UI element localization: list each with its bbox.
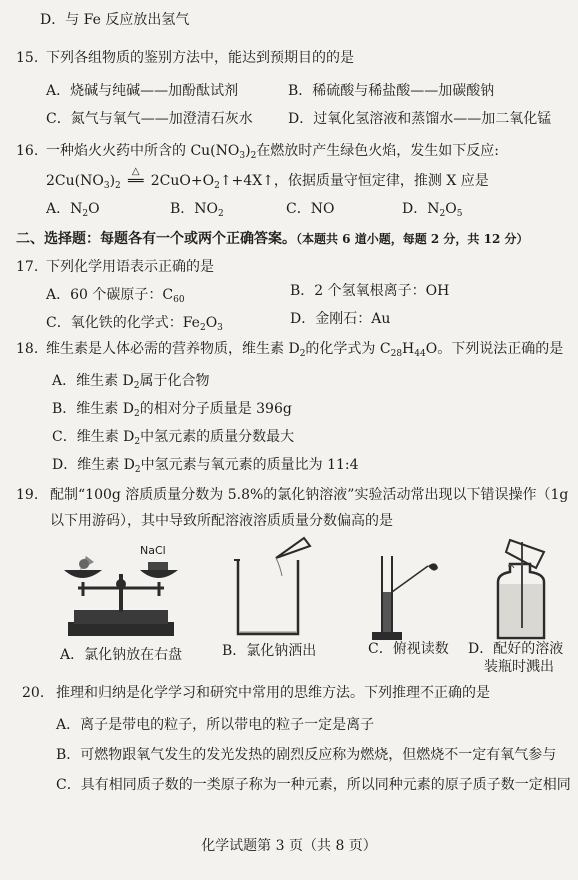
q16-stem: 一种焰火火药中所含的 $Cu(NO_3)_2$在燃放时产生绿色火焰，发生如下反应:	[46, 143, 500, 161]
q16-option-d: D．$N_2O_5$	[402, 201, 463, 219]
q19-caption-b: B．氯化钠洒出	[222, 643, 317, 659]
q19-caption-c: C．俯视读数	[368, 641, 449, 657]
q15-option-b: B．稀硫酸与稀盐酸——加碳酸钠	[288, 83, 495, 99]
q15-stem: 下列各组物质的鉴别方法中，能达到预期目的的是	[46, 50, 354, 66]
q17-option-a: A．60 个碳原子：$C_{60}$	[46, 287, 185, 305]
beaker-spill-figure	[228, 536, 312, 640]
q17-option-b: B．2 个氢氧根离子：OH	[290, 283, 450, 299]
q18-option-b: B．维生素 $D_2$的相对分子质量是 396g	[52, 401, 292, 419]
q18-option-c: C．维生素 $D_2$中氢元素的质量分数最大	[52, 429, 295, 447]
q18-number: 18.	[16, 341, 39, 357]
q19-caption-d2: 装瓶时溅出	[484, 659, 554, 675]
q18-stem: 维生素是人体必需的营养物质，维生素 $D_2$的化学式为 $C_{28}H_{44}O$。下列说法正确的是	[46, 341, 564, 359]
q17-option-c: C．氧化铁的化学式：$Fe_2O_3$	[46, 315, 223, 333]
q15-number: 15.	[16, 50, 39, 66]
q20-option-a: A．离子是带电的粒子，所以带电的粒子一定是离子	[56, 717, 375, 733]
q16-option-c: C．NO	[286, 201, 335, 217]
q17-option-d: D．金刚石：Au	[290, 311, 391, 327]
q15-option-a: A．烧碱与纯碱——加酚酞试剂	[46, 83, 239, 99]
q20-option-c: C．具有相同质子数的一类原子称为一种元素，所以同种元素的原子质子数一定相同	[56, 777, 571, 793]
q19-caption-d1: D．配好的溶液	[468, 641, 564, 657]
q19-number: 19.	[16, 487, 39, 503]
q20-stem: 推理和归纳是化学学习和研究中常用的思维方法。下列推理不正确的是	[56, 685, 490, 701]
q19-stem-line1: 配制“100g 溶质质量分数为 5.8%的氯化钠溶液”实验活动常出现以下错误操作（1g	[50, 487, 569, 503]
graduated-cylinder-figure	[370, 552, 442, 644]
q19-stem-line2: 以下用游码），其中导致所配溶液溶质质量分数偏高的是	[50, 513, 393, 529]
q19-caption-a: A．氯化钠放在右盘	[60, 647, 183, 663]
q20-option-b: B．可燃物跟氧气发生的发光发热的剧烈反应称为燃烧，但燃烧不一定有氧气参与	[56, 747, 557, 763]
q18-option-d: D．维生素 $D_2$中氢元素与氧元素的质量比为 11:4	[52, 457, 359, 475]
q16-equation: $2Cu(NO_3)_2$ △ ══ $2CuO+O_2↑+4X↑$，依据质量守恒定律，推测 X 应是	[46, 166, 489, 191]
q20-number: 20.	[22, 685, 45, 701]
section-two-heading: 二、选择题：每题各有一个或两个正确答案。（本题共 6 道小题，每题 2 分，共 12 分）	[16, 231, 529, 247]
q15-option-d: D．过氧化氢溶液和蒸馏水——加二氧化锰	[288, 111, 552, 127]
q16-option-b: B．$NO_2$	[170, 201, 224, 219]
q17-stem: 下列化学用语表示正确的是	[46, 259, 214, 275]
q14-option-d: D．与 Fe 反应放出氢气	[40, 12, 190, 28]
q15-option-c: C．氮气与氧气——加澄清石灰水	[46, 111, 253, 127]
bottle-pour-figure	[484, 538, 560, 646]
q16-number: 16.	[16, 143, 39, 159]
page-footer: 化学试题第 3 页（共 8 页）	[201, 838, 377, 854]
nacl-label: NaCl	[140, 544, 166, 557]
q17-number: 17.	[16, 259, 39, 275]
q18-option-a: A．维生素 $D_2$属于化合物	[52, 373, 210, 391]
q16-option-a: A．$N_2O$	[46, 201, 100, 219]
